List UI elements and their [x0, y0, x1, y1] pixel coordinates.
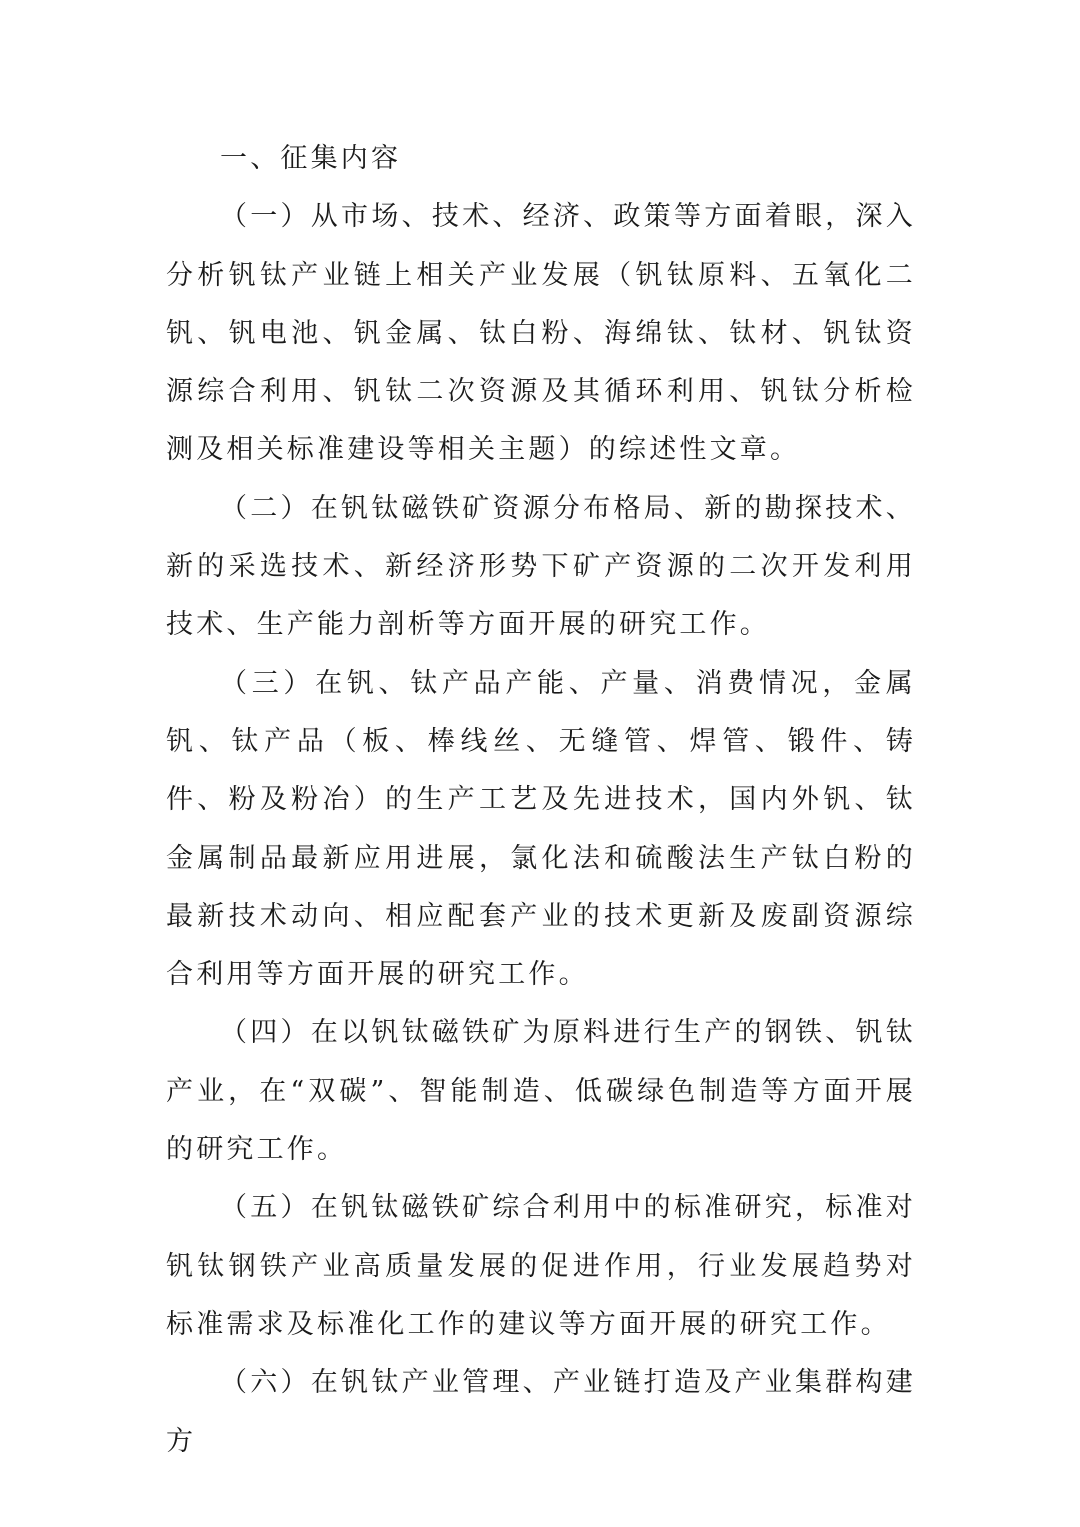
paragraph-3: （三）在钒、钛产品产能、产量、消费情况，金属钒、钛产品（板、棒线丝、无缝管、焊管、锻件、铸件、粉及粉冶）的生产工艺及先进技术，国内外钒、钛金属制品最新应用进展，氯化法和硫酸法生产钛白粉的最新技术动向、相应配套产业的技术更新及废副资源综合利用等方面开展的研究工作。: [166, 667, 916, 991]
paragraph-5: （五）在钒钛磁铁矿综合利用中的标准研究，标准对钒钛钢铁产业高质量发展的促进作用，行业发展趋势对标准需求及标准化工作的建议等方面开展的研究工作。: [166, 1192, 916, 1340]
paragraph-1: （一）从市场、技术、经济、政策等方面着眼，深入分析钒钛产业链上相关产业发展（钒钛原料、五氧化二钒、钒电池、钒金属、钛白粉、海绵钛、钛材、钒钛资源综合利用、钒钛二次资源及其循环利用、钒钛分析检测及相关标准建设等相关主题）的综述性文章。: [166, 201, 916, 466]
section-heading: 一、征集内容: [220, 143, 402, 174]
document-body: [166, 130, 916, 1471]
paragraph-6: （六）在钒钛产业管理、产业链打造及产业集群构建方: [166, 1367, 916, 1457]
paragraph-2: （二）在钒钛磁铁矿资源分布格局、新的勘探技术、新的采选技术、新经济形势下矿产资源的二次开发利用技术、生产能力剖析等方面开展的研究工作。: [166, 492, 916, 641]
paragraph-4: （四）在以钒钛磁铁矿为原料进行生产的钢铁、钒钛产业，在“双碳”、智能制造、低碳绿色制造等方面开展的研究工作。: [166, 1017, 916, 1166]
